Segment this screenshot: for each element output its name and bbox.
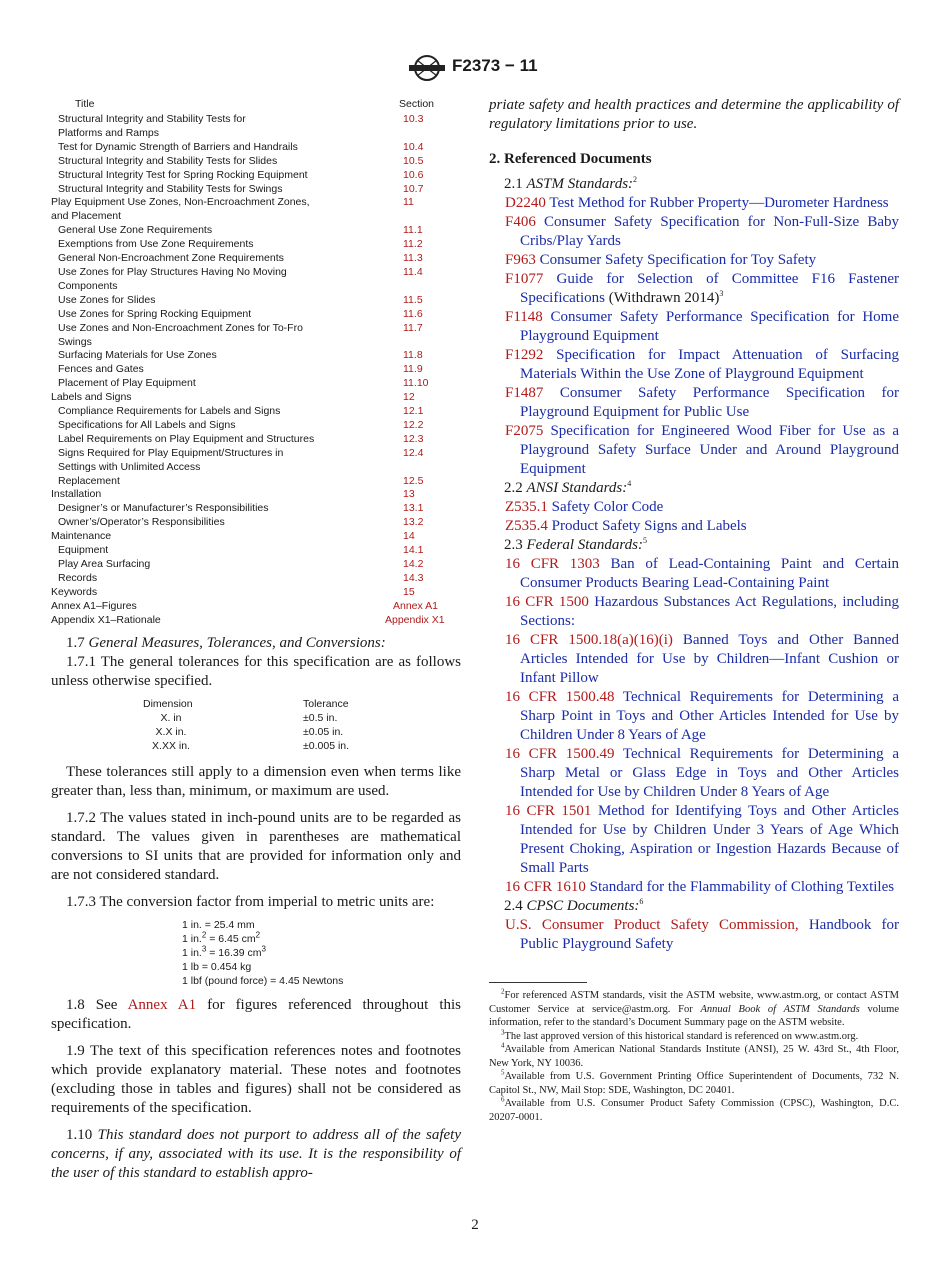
tolerance-cell: ±0.5 in. <box>303 711 338 724</box>
page-header <box>0 54 950 84</box>
toc-entry-title: Signs Required for Play Equipment/Structures in Settings with Unlimited Access <box>58 446 284 473</box>
toc-section-link[interactable]: 10.3 <box>403 113 424 125</box>
toc-rows <box>51 113 461 628</box>
paragraph-1-7-2: 1.7.2 The values stated in inch-pound units are to be regarded as standard. The values given in parentheses are mathematical conversions to SI units that are provided for information only and are not considered standard. <box>51 809 461 883</box>
reference-entry <box>489 308 899 346</box>
toc-header <box>51 98 461 112</box>
toc-section-link[interactable]: 14.2 <box>403 558 424 570</box>
reference-entry <box>489 688 899 745</box>
reference-entry <box>489 878 899 897</box>
toc-section-link[interactable]: 12.2 <box>403 418 424 431</box>
reference-code-link[interactable]: 16 CFR 1501 <box>505 803 592 819</box>
reference-code-link[interactable]: Z535.4 <box>505 518 548 534</box>
toc-row <box>51 113 461 141</box>
toc-section-link[interactable]: 12 <box>403 391 415 404</box>
para-number: 1.7 <box>66 634 85 651</box>
toc-row <box>51 377 461 391</box>
reference-code-link[interactable]: U.S. Consumer Product Safety Commission, <box>505 917 799 933</box>
toc-entry-title: Use Zones for Slides <box>58 293 156 306</box>
reference-code-link[interactable]: F1292 <box>505 347 544 363</box>
reference-code-link[interactable]: 16 CFR 1610 <box>505 879 586 895</box>
tolerance-table <box>51 697 461 757</box>
reference-entry <box>489 555 899 593</box>
tolerance-cell: ±0.005 in. <box>303 739 350 752</box>
paragraph-1-10: 1.10 This standard does not purport to address all of the safety concerns, if any, associated with its use. It is the responsibility of the user of this standard to establish appro- <box>51 1126 462 1181</box>
toc-section-link[interactable]: 11.5 <box>403 293 423 306</box>
toc-entry-title: Owner’s/Operator’s Responsibilities <box>58 516 225 529</box>
toc-row <box>51 349 461 363</box>
reference-entry <box>489 593 899 631</box>
reference-title-link[interactable]: Specification for Engineered Wood Fiber for Use as a Playground Safety Surface Under and Around Playground Equipment <box>520 423 900 477</box>
toc-entry-title: Use Zones for Spring Rocking Equipment <box>58 307 252 320</box>
toc-section-link[interactable]: 12.4 <box>403 446 424 459</box>
reference-entry <box>489 213 899 251</box>
toc-row <box>51 294 461 308</box>
reference-title-link[interactable]: Method for Identifying Toys and Other Articles Intended for Use by Children Under 3 Years of Age Which Present Choking, Aspiration or Ingestion Hazards Because of Small Parts <box>520 803 900 876</box>
reference-title-link[interactable]: Product Safety Signs and Labels <box>551 518 747 534</box>
toc-row <box>51 433 461 447</box>
page-number: 2 <box>471 1217 479 1233</box>
reference-code-link[interactable]: F406 <box>505 214 536 230</box>
reference-code-link[interactable]: F2075 <box>505 423 544 439</box>
toc-section-header: Section <box>399 98 435 110</box>
toc-entry-title: Structural Integrity and Stability Tests for Slides <box>58 154 278 167</box>
footnote-5: $^5$Available from U.S. Government Printing Office Superintendent of Documents, 732 N. Capitol St., NW, Mail Stop: SDE, Washington, DC 20401. <box>489 1068 899 1096</box>
conversion-item: 1 lbf (pound force) = 4.45 Newtons <box>182 974 344 987</box>
reference-code-link[interactable]: 16 CFR 1500.49 <box>505 746 615 762</box>
reference-entry <box>489 745 899 802</box>
reference-title-link[interactable]: Technical Requirements for Determining a Sharp Point in Toys and Other Articles Intended for Use by Children Under 8 Years of Age <box>520 689 900 743</box>
reference-title-link[interactable]: Consumer Safety Performance Specification for Playground Equipment for Public Use <box>520 385 899 420</box>
subsection-2-4: 2.4 CPSC Documents:$^6$ <box>504 897 644 914</box>
reference-title-link[interactable]: Consumer Safety Specification for Toy Safety <box>539 252 817 268</box>
reference-title-link[interactable]: Consumer Safety Specification for Non-Full-Size Baby Cribs/Play Yards <box>520 214 900 249</box>
toc-entry-title: Keywords <box>51 585 98 598</box>
toc-row <box>51 238 461 252</box>
reference-code-link[interactable]: F1148 <box>505 309 543 325</box>
reference-entry <box>489 916 899 954</box>
paragraph-tolerance-note: These tolerances still apply to a dimension even when terms like greater than, less than, minimum, or maximum are used. <box>51 763 461 799</box>
footnote-divider <box>489 982 587 983</box>
toc-entry-title: Specifications for All Labels and Signs <box>58 418 236 431</box>
toc-row <box>51 363 461 377</box>
toc-row <box>51 308 461 322</box>
toc-entry-title: Structural Integrity Test for Spring Rocking Equipment <box>58 168 308 181</box>
reference-entry <box>489 802 899 878</box>
dimension-header: Dimension <box>143 697 193 710</box>
reference-title-link[interactable]: Ban of Lead-Containing Paint and Certain Consumer Products Bearing Lead-Containing Paint <box>520 556 899 591</box>
reference-code-link[interactable]: 16 CFR 1303 <box>505 556 600 572</box>
right-column <box>489 96 899 1124</box>
toc-section-link[interactable]: 11.3 <box>403 252 423 265</box>
toc-entry-title: Compliance Requirements for Labels and Signs <box>58 405 281 418</box>
reference-title-link[interactable]: Safety Color Code <box>551 499 664 515</box>
toc-entry-title: Equipment <box>58 544 109 557</box>
toc-entry-title: Use Zones and Non-Encroachment Zones for To-Fro Swings <box>58 321 303 348</box>
tolerance-header: Tolerance <box>303 697 349 710</box>
toc-entry-title: Labels and Signs <box>51 391 132 404</box>
toc-section-link[interactable]: 14 <box>403 530 415 543</box>
paragraph-1-8: 1.8 See Annex A1 for figures referenced throughout this specification. <box>51 996 461 1032</box>
toc-section-link[interactable]: 10.7 <box>403 182 424 195</box>
toc-section-link[interactable]: 13.1 <box>403 502 424 515</box>
reference-entry <box>489 346 899 384</box>
toc-section-link[interactable]: 10.4 <box>403 140 424 153</box>
toc-row <box>51 266 461 294</box>
annex-a1-link[interactable]: Annex A1 <box>127 996 197 1013</box>
toc-entry-title: Structural Integrity and Stability Tests for Swings <box>58 182 283 195</box>
reference-entry: F1077 Guide for Selection of Committee F16 Fastener Specifications (Withdrawn 2014)$^3$ <box>505 271 900 306</box>
reference-title-link[interactable]: Specification for Impact Attenuation of Surfacing Materials Within the Use Zone of Playground Equipment <box>520 347 899 382</box>
cpsc-reference-list <box>489 916 899 954</box>
toc-row <box>51 196 461 224</box>
astm-logo-icon <box>407 54 447 82</box>
toc-section-link[interactable]: 10.6 <box>403 168 424 181</box>
toc-row <box>51 586 461 600</box>
toc-entry-title: General Non-Encroachment Zone Requirements <box>58 252 284 265</box>
toc-row <box>51 252 461 266</box>
conversion-item: 1 in.$^2$ = 6.45 $cm^2$ <box>182 930 261 945</box>
toc-section-link[interactable]: 11.1 <box>403 224 423 237</box>
toc-entry-title: Appendix X1–Rationale <box>51 613 161 626</box>
toc-section-link[interactable]: 11.2 <box>403 238 423 251</box>
paragraph-1-7-1: 1.7.1 The general tolerances for this specification are as follows unless otherwise specified. <box>51 653 461 689</box>
conversion-list <box>182 918 461 988</box>
reference-entry <box>489 251 899 270</box>
toc-entry-title: Surfacing Materials for Use Zones <box>58 349 217 362</box>
toc-row <box>51 572 461 586</box>
toc-row <box>51 447 461 475</box>
toc-entry-title: Label Requirements on Play Equipment and Structures <box>58 432 315 445</box>
toc-entry-title: Annex A1–Figures <box>51 599 137 612</box>
toc-section-link[interactable]: 15 <box>403 585 415 598</box>
tolerance-cell: ±0.05 in. <box>303 725 344 738</box>
document-id: F2373 − 11 <box>452 56 538 75</box>
toc-section-link[interactable]: 12.1 <box>403 405 424 418</box>
paragraph-1-7 <box>51 634 461 653</box>
left-column <box>51 98 461 1183</box>
toc-section-link[interactable]: 11.10 <box>403 377 429 390</box>
reference-entry <box>489 194 899 213</box>
toc-section-link[interactable]: Annex A1 <box>393 599 438 612</box>
toc-entry-title: Maintenance <box>51 530 112 543</box>
toc-entry-title: Use Zones for Play Structures Having No Moving Components <box>58 265 287 292</box>
subsection-2-1: 2.1 ASTM Standards:$^2$ <box>504 175 638 192</box>
footnote-3: $^3$The last approved version of this historical standard is referenced on www.astm.org. <box>501 1028 859 1042</box>
toc-entry-title: Placement of Play Equipment <box>58 377 196 390</box>
toc-entry-title: Fences and Gates <box>58 363 144 376</box>
toc-section-link[interactable]: 12.5 <box>403 474 424 487</box>
ansi-reference-list <box>489 498 899 536</box>
toc-row <box>51 183 461 197</box>
toc-entry-title: Records <box>58 571 98 584</box>
astm-reference-list <box>489 194 899 479</box>
reference-code-link[interactable]: 16 CFR 1500 <box>505 594 589 610</box>
toc-section-link[interactable]: 11.4 <box>403 265 423 278</box>
toc-section-link[interactable]: 11 <box>403 196 414 209</box>
subsection-2-2: 2.2 ANSI Standards:$^4$ <box>504 479 632 496</box>
conversion-item: 1 in. = 25.4 mm <box>182 918 255 931</box>
reference-entry <box>489 384 899 422</box>
toc-section-link[interactable]: 11.6 <box>403 307 423 320</box>
subsection-2-3: 2.3 Federal Standards:$^5$ <box>504 536 648 553</box>
conversion-item: 1 in.$^3$ = 16.39 $cm^3$ <box>182 944 266 959</box>
toc-entry-title: Structural Integrity and Stability Tests for Platforms and Ramps <box>58 113 246 139</box>
toc-row <box>51 530 461 544</box>
toc-section-link[interactable]: Appendix X1 <box>385 613 445 626</box>
toc-title-header: Title <box>75 98 95 110</box>
toc-entry-title: General Use Zone Requirements <box>58 224 213 237</box>
toc-entry-title: Replacement <box>58 474 120 487</box>
toc-entry-title: Designer’s or Manufacturer’s Responsibilities <box>58 502 269 515</box>
toc-row <box>51 224 461 238</box>
reference-code-link[interactable]: F1077 <box>505 271 544 287</box>
footnote-4: $^4$Available from American National Standards Institute (ANSI), 25 W. 43rd St., 4th Floor, New York, NY 10036. <box>489 1041 899 1069</box>
toc-section-link[interactable]: 11.7 <box>403 321 423 334</box>
paragraph-1-10-continued: priate safety and health practices and determine the applicability of regulatory limitations prior to use. <box>489 97 899 132</box>
toc-row <box>51 488 461 502</box>
toc-row <box>51 155 461 169</box>
footnote-2: $^2$For referenced ASTM standards, visit the ASTM website, www.astm.org, or contact ASTM Customer Service at service@astm.org. For Annual Book of ASTM Standards volume information, refer to the standard’s Document Summary page on the ASTM website. <box>489 987 899 1028</box>
toc-row <box>51 600 461 614</box>
toc-entry-title: Installation <box>51 488 102 501</box>
paragraph-1-7-3: 1.7.3 The conversion factor from imperial to metric units are: <box>66 893 435 910</box>
reference-code-link[interactable]: F963 <box>505 252 536 268</box>
dimension-cell: X.X in. <box>155 725 187 738</box>
federal-reference-list <box>489 555 899 897</box>
reference-title-link[interactable]: Handbook for Public Playground Safety <box>520 917 900 952</box>
toc-entry-title: Play Area Surfacing <box>58 558 151 570</box>
reference-code-link[interactable]: Z535.1 <box>505 499 548 515</box>
reference-title-link[interactable]: Consumer Safety Performance Specification for Home Playground Equipment <box>520 309 899 344</box>
reference-title-link[interactable]: Guide for Selection of Committee F16 Fastener Specifications <box>520 271 900 306</box>
toc-section-link[interactable]: 11.8 <box>403 349 423 362</box>
toc-entry-title: Play Equipment Use Zones, Non-Encroachment Zones, and Placement <box>51 196 310 223</box>
toc-section-link[interactable]: 13 <box>403 488 415 501</box>
reference-title-link[interactable]: Hazardous Substances Act Regulations, including Sections: <box>520 594 899 629</box>
toc-section-link[interactable]: 13.2 <box>403 516 424 529</box>
toc-row <box>51 391 461 405</box>
toc-row <box>51 141 461 155</box>
reference-code-link[interactable]: F1487 <box>505 385 544 401</box>
toc-row <box>51 614 461 628</box>
reference-code-link[interactable]: D2240 <box>505 195 546 211</box>
dimension-cell: X.XX in. <box>152 739 190 752</box>
conversion-item: 1 lb = 0.454 kg <box>182 960 252 973</box>
reference-code-link[interactable]: 16 CFR 1500.48 <box>505 689 615 705</box>
toc-section-link[interactable]: 14.3 <box>403 571 424 584</box>
reference-title-link[interactable]: Banned Toys and Other Banned Articles Intended for Use by Children—Infant Cushion or Infant Pillow <box>520 632 899 686</box>
toc-section-link[interactable]: 14.1 <box>403 544 424 557</box>
toc-entry-title: Exemptions from Use Zone Requirements <box>58 238 254 251</box>
toc-row <box>51 502 461 516</box>
toc-row <box>51 419 461 433</box>
toc-row <box>51 544 461 558</box>
para-heading: General Measures, Tolerances, and Conversions: <box>88 634 386 651</box>
toc-row <box>51 169 461 183</box>
reference-entry <box>489 498 899 517</box>
toc-section-link[interactable]: 12.3 <box>403 432 424 445</box>
reference-title-link[interactable]: Technical Requirements for Determining a Sharp Metal or Glass Edge in Toys and Other Articles Intended for Use by Children Under 8 Years of Age <box>520 746 900 800</box>
dimension-cell: X. in <box>160 711 182 724</box>
reference-code-link[interactable]: 16 CFR 1500.18(a)(16)(i) <box>505 632 673 648</box>
section-2-title: 2. Referenced Documents <box>489 151 652 167</box>
toc-row <box>51 322 461 350</box>
paragraph-1-9: 1.9 The text of this specification references notes and footnotes which provide explanatory material. These notes and footnotes (excluding those in tables and figures) shall not be considered as requirements of the specification. <box>51 1042 461 1116</box>
reference-title-link[interactable]: Standard for the Flammability of Clothing Textiles <box>589 879 895 895</box>
toc-section-link[interactable]: 10.5 <box>403 154 424 167</box>
toc-section-link[interactable]: 11.9 <box>403 363 423 376</box>
reference-entry <box>489 517 899 536</box>
toc-row <box>51 558 461 572</box>
reference-entry <box>489 422 899 479</box>
toc-row <box>51 405 461 419</box>
toc-row <box>51 516 461 530</box>
footnotes <box>489 989 899 1124</box>
reference-entry <box>489 631 899 688</box>
table-of-contents <box>51 98 461 628</box>
reference-title-link[interactable]: Test Method for Rubber Property—Durometer Hardness <box>549 195 889 211</box>
toc-entry-title: Test for Dynamic Strength of Barriers and Handrails <box>58 140 298 153</box>
toc-row <box>51 475 461 489</box>
footnote-6: $^6$Available from U.S. Consumer Product Safety Commission (CPSC), Washington, D.C. 20207-0001. <box>489 1095 899 1123</box>
